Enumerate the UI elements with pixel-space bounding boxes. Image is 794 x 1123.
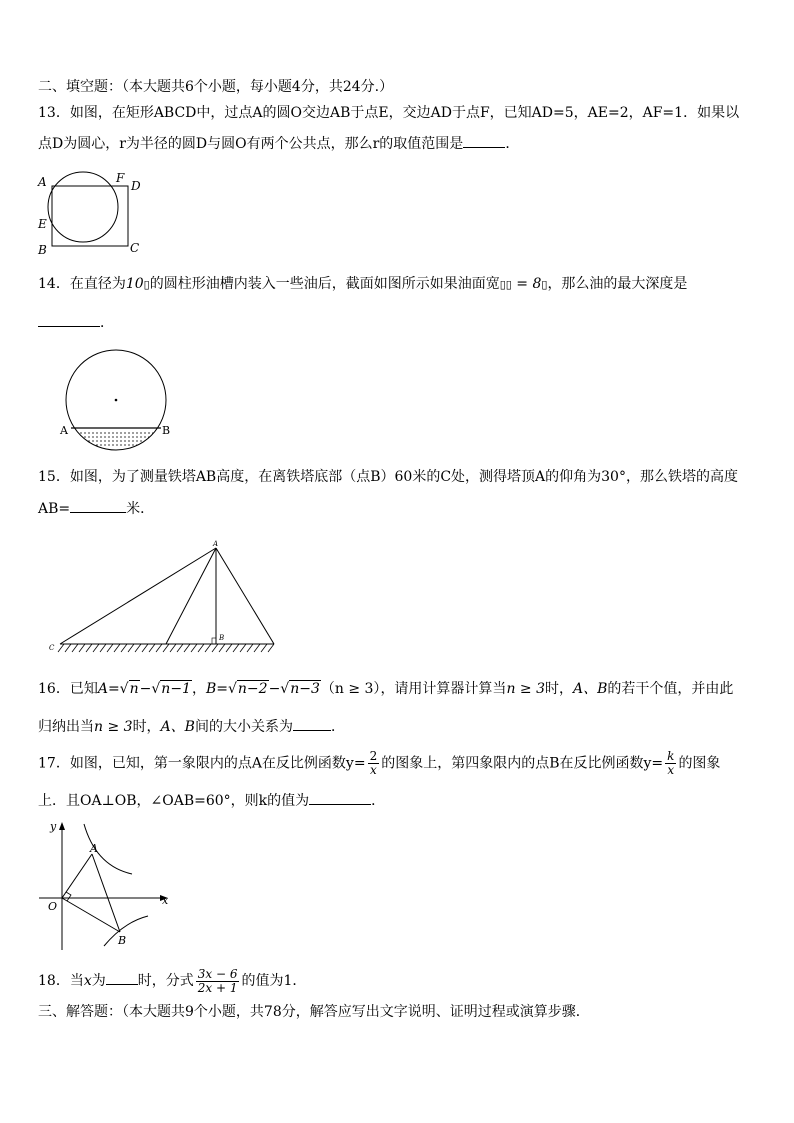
right-angle-mark [212, 638, 216, 644]
oil-hatching [56, 433, 176, 445]
q18-answer-blank[interactable] [106, 970, 138, 985]
q17-text-line2: 上．且OA⊥OB，∠OAB=60°，则k的值为 ． [38, 790, 764, 811]
q18-text: 18．当x为 时，分式 $\frac{3x - 6}{2x + 1}$ 的值为1． [38, 966, 307, 995]
q15-text-line1: 15．如图，为了测量铁塔AB高度，在离铁塔底部（点B）60米的C处，测得塔顶A的仰角为30°，那么铁塔的高度 [38, 469, 738, 485]
circle-o [48, 172, 118, 242]
center-point [115, 399, 118, 402]
label-d: D [131, 179, 141, 193]
q17-text-line1: 17．如图，已知，第一象限内的点A在反比例函数y= $\frac{2}{x}$ 的图象上，第四象限内的点B在反比例函数y= $\frac{k}{x}$ 的图象 [38, 749, 721, 777]
q14-text-line1: 14．在直径为10▯的圆柱形油槽内装入一些油后，截面如图所示如果油面宽▯▯ = 8▯，那么油的最大深度是 [38, 276, 688, 292]
label-e: E [38, 217, 47, 231]
label-b: B [118, 934, 127, 947]
label-a: A [90, 842, 98, 855]
label-b: B [162, 424, 171, 437]
line-inner [166, 548, 216, 644]
fraction-k-over-x: $\frac{k}{x}$ [667, 749, 675, 777]
line-right [216, 548, 274, 644]
label-a: A [38, 175, 47, 189]
label-b: B [219, 634, 225, 642]
q16-text-line1: 16．已知A=√n−√n−1，B=√n−2−√n−3（n ≥ 3），请用计算器计算当n ≥ 3时，A、B的若干个值，并由此 [38, 681, 734, 697]
q16-text-line2: 归纳出当n ≥ 3时，A、B间的大小关系为 ． [38, 716, 764, 737]
q15-figure [46, 538, 286, 656]
q15-answer-blank[interactable] [70, 498, 126, 513]
line-ca [60, 548, 216, 644]
q13-text-line2: 点D为圆心，r为半径的圆D与圆O有两个公共点，那么r的取值范围是 ． [38, 133, 764, 154]
label-b: B [38, 243, 47, 257]
q17-answer-blank[interactable] [309, 790, 371, 805]
q13-figure [34, 166, 146, 258]
segment-oa [62, 854, 92, 898]
fraction-expression: $\frac{3x - 6}{2x + 1}$ [197, 966, 238, 995]
q14-answer-blank[interactable] [38, 312, 100, 327]
label-f: F [116, 171, 125, 185]
label-o: O [48, 900, 58, 913]
q13-text: 点D为圆心，r为半径的圆D与圆O有两个公共点，那么r的取值范围是 [38, 136, 464, 152]
segment-ab [92, 854, 120, 932]
q14-width: = 8 [511, 276, 542, 292]
q13-answer-blank[interactable] [463, 133, 505, 148]
q16-answer-blank[interactable] [293, 716, 331, 731]
label-c: C [130, 241, 140, 255]
label-x: x [162, 894, 169, 907]
q14-text-line2: ． [38, 312, 764, 333]
q13-text-line1: 13．如图，在矩形ABCD中，过点A的圆O交边AB于点E，交边AD于点F，已知AD=5，AE=2，AF=1．如果以 [38, 105, 740, 121]
label-y: y [50, 820, 57, 833]
q14-figure [56, 348, 182, 452]
fraction-2-over-x: $\frac{2}{x}$ [369, 749, 378, 777]
label-c: C [49, 644, 55, 652]
q15-text-line2: AB= 米． [38, 498, 764, 519]
section-title-solve: 三、解答题：（本大题共9个小题，共78分，解答应写出文字说明、证明过程或演算步骤． [38, 1004, 590, 1020]
label-a: A [60, 424, 68, 437]
label-a: A [213, 540, 219, 548]
y-axis-arrow [59, 822, 65, 830]
ground-hatching [58, 644, 274, 652]
segment-ob [62, 898, 120, 932]
q14-diameter: 10 [125, 276, 144, 292]
right-angle-mark [66, 892, 71, 901]
q17-figure [34, 814, 174, 954]
section-title-fill-in: 二、填空题：（本大题共6个小题，每小题4分，共24分.） [38, 79, 394, 95]
